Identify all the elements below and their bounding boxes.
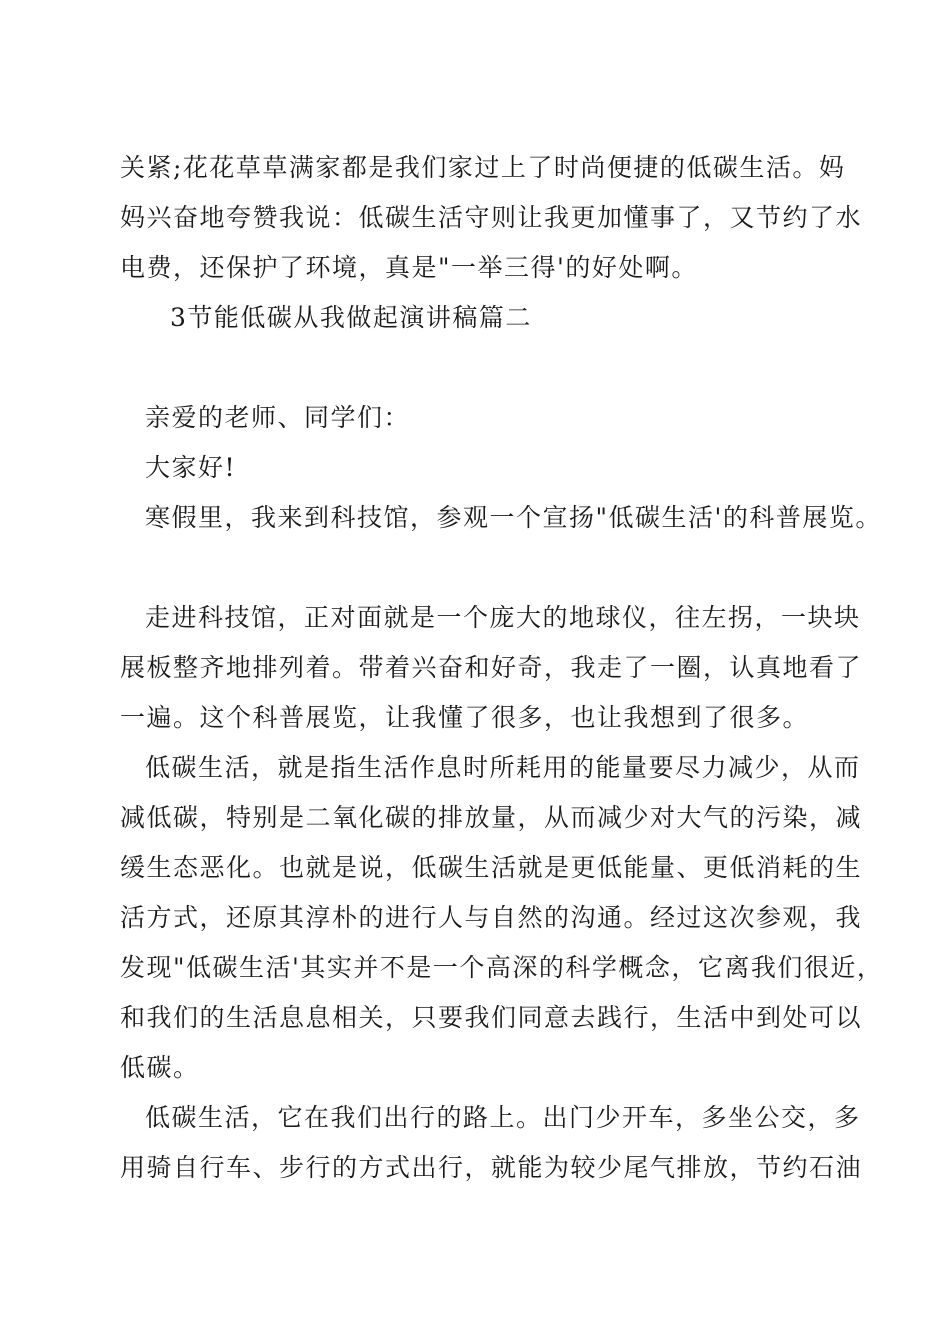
- intro-paragraph: 寒假里，我来到科技馆，参观一个宣扬"低碳生活'的科普展览。: [145, 503, 882, 532]
- paragraph-2-line-7: 低碳。: [120, 1053, 200, 1082]
- paragraph-2-line-6: 和我们的生活息息相关，只要我们同意去践行，生活中到处可以: [120, 1003, 863, 1032]
- continuation-line-1: 关紧;花花草草满家都是我们家过上了时尚便捷的低碳生活。妈: [120, 153, 846, 182]
- paragraph-1-line-1: 走进科技馆，正对面就是一个庞大的地球仪，往左拐，一块块: [145, 603, 861, 632]
- salutation: 亲爱的老师、同学们：: [145, 403, 411, 432]
- continuation-line-2: 妈兴奋地夸赞我说：低碳生活守则让我更加懂事了，又节约了水: [120, 203, 863, 232]
- paragraph-1-line-3: 一遍。这个科普展览，让我懂了很多，也让我想到了很多。: [120, 703, 810, 732]
- continuation-line-3: 电费，还保护了环境，真是"一举三得'的好处啊。: [120, 253, 698, 282]
- paragraph-1-line-2: 展板整齐地排列着。带着兴奋和好奇，我走了一圈，认真地看了: [120, 653, 863, 682]
- paragraph-2-line-2: 减低碳，特别是二氧化碳的排放量，从而减少对大气的污染，减: [120, 803, 863, 832]
- paragraph-2-line-1: 低碳生活，就是指生活作息时所耗用的能量要尽力减少，从而: [145, 753, 861, 782]
- paragraph-3-line-1: 低碳生活，它在我们出行的路上。出门少开车，多坐公交，多: [145, 1103, 861, 1132]
- section-heading: 3节能低碳从我做起演讲稿篇二: [170, 303, 532, 332]
- paragraph-2-line-3: 缓生态恶化。也就是说，低碳生活就是更低能量、更低消耗的生: [120, 853, 863, 882]
- greeting: 大家好!: [145, 453, 237, 482]
- paragraph-2-line-4: 活方式，还原其淳朴的进行人与自然的沟通。经过这次参观，我: [120, 903, 863, 932]
- paragraph-3-line-2: 用骑自行车、步行的方式出行，就能为较少尾气排放，节约石油: [120, 1153, 863, 1182]
- paragraph-2-line-5: 发现"低碳生活'其实并不是一个高深的科学概念，它离我们很近，: [120, 953, 884, 982]
